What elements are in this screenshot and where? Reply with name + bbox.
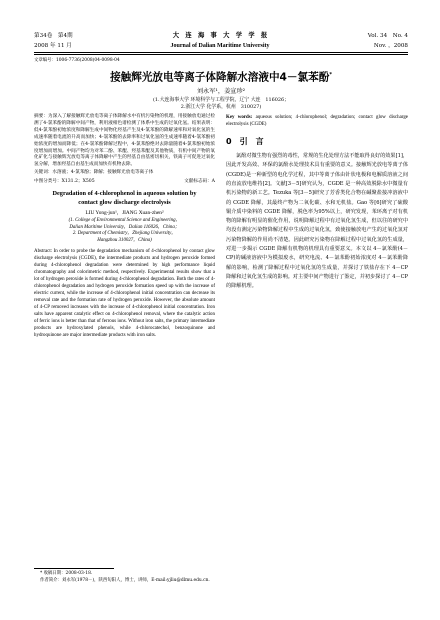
header-rule-bottom — [34, 54, 408, 55]
left-column — [34, 114, 215, 339]
date-cn: 2008 年 11 月 — [34, 43, 72, 49]
title-cn-text: 接触辉光放电等离子体降解水溶液中4－氯苯酚 — [110, 71, 330, 84]
affiliation-cn-2: 2.浙江大学 化学系，杭州 310027) — [180, 104, 262, 110]
title-footnote-mark: * — [329, 72, 332, 78]
affiliation-en-3: 2. Department of Chemistry，Zhejiang University， — [72, 231, 177, 237]
classification-row — [34, 178, 215, 185]
affiliations-en — [34, 218, 215, 245]
classification-code: 中图分类号：X131.2；X505 — [34, 179, 95, 185]
introduction-body: 氯酚对微生物有强烈的毒性，常规的生化处理方法不能取得良好的效果[1]，因此开发高效、环保的氯酚水处理技术具有重要的意义。接触辉光放电等离子体(CGDE)是一种新型的电化学过程，其中等离子体由针状电极和电解质溶液之间的直流放电维持[2]。文献[3－5]研究认为，CGDE 是一种高效脱除水中微量有机污染物的新工艺。Tezuka 等[3－5]研究了芳香类化合物在碱聚盐接冲溶液中的 CGDE 降解，其最终产物为二氧化碳、水和无机盐。Gao 等[6]研究了硫酸铜介质中染料的 CGDE 降解，脱色率为95%以上，研究发现，苯环离子对有机物的降解有明显的催化作用，说明降解过程中有过氧化氢生成，但以往的研究中均没有测定污染物降解过程中生成的过氧化氢，致使接触放电产生的过氧化氢对污染物降解的作用尚不清楚。因此研究污染物在降解过程中过氧化氢的生成量，对进一步揭示 CGDE 降解有机物的机理具有重要意义。本文以 4－氯苯酚(4－CP)的碱液溶液中为模拟废水，研究电流、4－氯苯酚初始浓度对 4－氯苯酚降解的影响，检测了降解过程中过氧化氢的生成量，并探讨了铁盐存在下 4－CP 降解和过氧化氢生成的影响。对主要中间产物进行了鉴定，并初步探讨了 4－CP 的降解机理。 — [226, 153, 408, 290]
abstract-en-part1 — [34, 248, 215, 340]
volume-issue-en: Vol. 34 No. 4 — [367, 33, 408, 39]
footnote-rule — [34, 568, 114, 569]
abstract-en-text: Abstract: In order to probe the degradation mechanism of 4-chlorophenol by contact glow discharge electrolysis (CGDE), the intermediate products and hydrogen peroxide formed during 4-chlorophenol degradation were determined by high performance liquid chromatography and colorimetric method, respectively. Experimental results show that a lot of hydrogen peroxide is formed during 4-chlorophenol degradation. Both the rates of 4-chlorophenol degradation and hydrogen peroxide formation speed up with the increase of electric current, while the increase of 4-chlorophenol initial concentration can decrease its removal rate and the formation rate of hydrogen peroxide. However, the absolute amount of 4-CP removed increases with the increase of 4-chlorophenol initial concentration. Iron salts have apparent catalytic effect on 4-chlorophenol removal, where the catalytic action of ferric ions is better than that of ferrous ions. Without iron salts, the primary intermediate products are hydroxylated phenols, while 4-chlorocatechol, benzoquinone and hydroquinone are major intermediate products with iron salts. — [34, 248, 215, 339]
affiliation-en-1: (1. College of Environmental Science and Engineering， — [68, 217, 181, 223]
authors-cn: 刘永军¹，姜宣珍² — [196, 88, 246, 95]
affiliation-en-2: Dalian Maritime University，Dalian 116026，China； — [69, 224, 180, 230]
document-code: 文献标志码：A — [184, 179, 215, 185]
section-heading-introduction: 0 引 言 — [226, 137, 264, 147]
authors-en: LIU Yong-jun¹，JIANG Xuan-zhen² — [85, 209, 164, 216]
footnote-received: * 收稿日期：2008-03-18. — [40, 571, 93, 576]
abstract-cn: 摘要：为深入了解接触辉光放电等离子体降解水中有机污染物的机理，用接触放电通过检测了4-氯苯酚的降解中间产物，利用液相色谱检测了体系中生成的过氧化氢。结果表明：低4-氯苯酚初始浓度和降解生成中间物化羟基产生及4-氯苯酚的降解速率和对氧化氢的生成速率随着电流的升高而加快；4-氯苯酚的去除率和过氧化氢的生成速率随着4-氯苯酚初始浓度的增加而降低；在4-氯苯酚降解过程中，4-氯苯酚绝对去除量随着4-氯苯酚初始浓度增加而增加。中间产物均为对苯二酚、苯醌、羟基苯醌及其他物质，有机中间产物的氧化矿化与接触辉光放电等离子体降解中产生的羟基自由基密切相关，铁离子可促进过氧化氢分解，增加羟基自由基生成而加快有机物去除。 — [34, 114, 215, 168]
keywords-en-text: aqueous solution; 4-chlorophenol; degradation; contact glow discharge electrolysis (CGDE) — [226, 115, 408, 128]
right-column — [226, 114, 408, 562]
keywords-en — [226, 114, 408, 128]
date-en: Nov. ，2008 — [373, 43, 408, 49]
affiliation-cn-1: (1.大连海事大学 环境科学与工程学院，辽宁 大连 116026； — [153, 97, 289, 103]
title-cn — [34, 68, 408, 85]
article-id: 文章编号：1006-7736(2008)04-0098-04 — [34, 58, 120, 63]
title-en: Degradation of 4-chlorophenol in aqueous solution by contact glow discharge electrolysis — [52, 190, 197, 206]
journal-title-cn: 大 连 海 事 大 学 学 报 — [172, 32, 268, 39]
volume-issue-cn: 第34卷 第4期 — [34, 33, 73, 39]
keywords-cn: 关键词：水溶液；4-氯苯酚；降解；接触辉光放电等离子体 — [34, 170, 154, 176]
keywords-en-label: Key words: — [226, 115, 253, 120]
journal-title-en: Journal of Dalian Maritime University — [170, 43, 270, 49]
footnote-author-bio: 作者简介：刘永军(1978－)，陕西旬阳人，博士，讲师，E-mail:yjliu@dlmu.edu.cn. — [40, 578, 210, 583]
affiliation-en-4: Hangzhou 310027，China) — [97, 238, 152, 244]
